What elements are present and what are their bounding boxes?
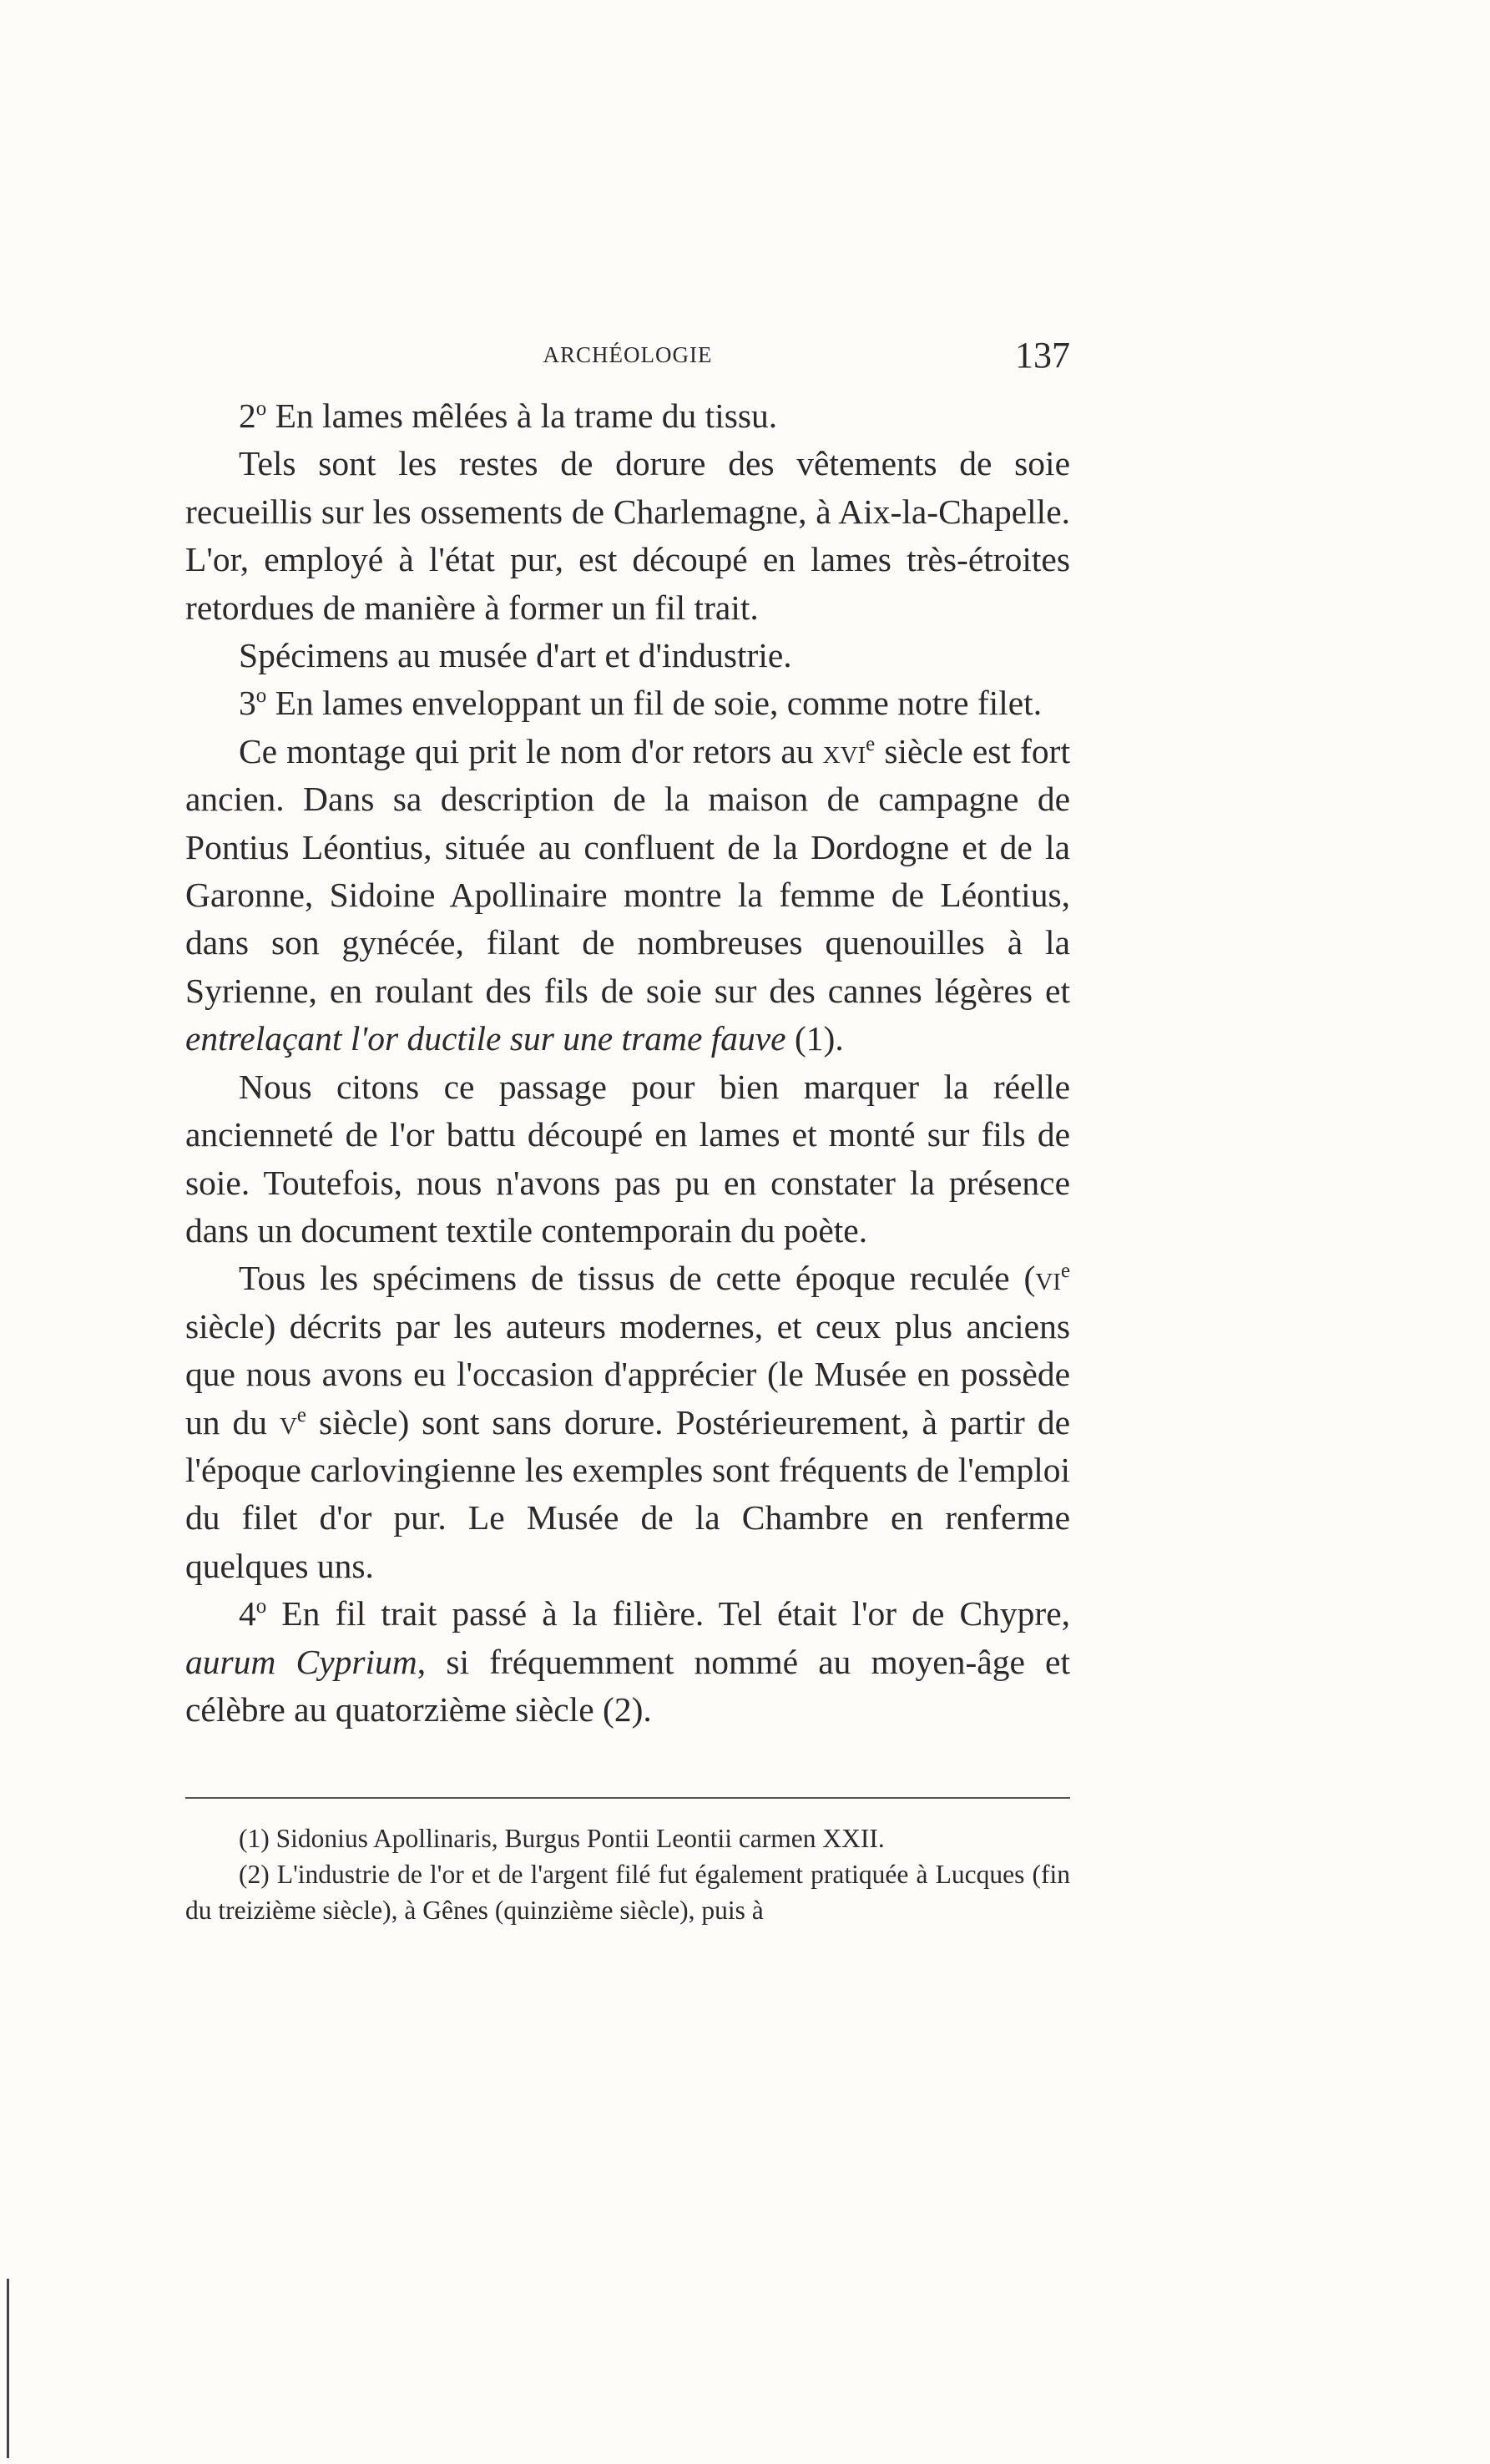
paragraph-item-2: 2$^o$ En lames mêlées à la trame du tissu. [239, 396, 778, 435]
running-title: ARCHÉOLOGIE [543, 342, 713, 367]
paragraph-citation: Nous citons ce passage pour bien marquer la réelle ancienneté de l'or battu découpé en lames et monté sur fils de soie. Toutefois, nous n'avons pas pu en constater la présence dans un document textile contemporain du poète. [185, 1067, 1070, 1250]
footnote-divider [185, 1797, 1070, 1799]
paragraph-montage: Ce montage qui prit le nom d'or retors au xvi$^e$ siècle est fort ancien. Dans sa description de la maison de campagne de Pontius Léontius, située au confluent de la Dordogne et de la Garonne, Sidoine Apollinaire montre la femme de Léontius, dans son gynécée, filant de nombreuses quenouilles à la Syrienne, en roulant des fils de soie sur des cannes légères et entrelaçant l'or ductile sur une trame fauve (1). [185, 731, 1070, 1058]
scan-edge-mark [7, 2279, 9, 2458]
paragraph-specimens: Spécimens au musée d'art et d'industrie. [239, 636, 792, 675]
paragraph-specimens-tissus: Tous les spécimens de tissus de cette époque reculée ($vi^e$ siècle) décrits par les auteurs modernes, et ceux plus anciens que nous avons eu l'occasion d'apprécier (le Musée en possède un du $v^e$ siècle) sont sans dorure. Postérieurement, à partir de l'époque carlovingienne les exemples sont fréquents de l'emploi du filet d'or pur. Le Musée de la Chambre en renferme quelques uns. [185, 1259, 1070, 1585]
running-head [185, 334, 1070, 392]
document-page [185, 334, 1070, 1928]
body-text [185, 392, 1070, 1734]
paragraph-dorure: Tels sont les restes de dorure des vêtements de soie recueillis sur les ossements de Charlemagne, à Aix-la-Chapelle. L'or, employé à l'état pur, est découpé en lames très-étroites retordues de manière à former un fil trait. [185, 444, 1070, 627]
paragraph-item-4: 4$^o$ En fil trait passé à la filière. Tel était l'or de Chypre, aurum Cyprium, si fréquemment nommé au moyen-âge et célèbre au quatorzième siècle (2). [185, 1594, 1070, 1729]
page-number: 137 [1015, 335, 1070, 376]
footnote-2: (2) L'industrie de l'or et de l'argent filé fut également pratiquée à Lucques (fin du treizième siècle), à Gênes (quinzième siècle), puis à [185, 1860, 1070, 1926]
footnotes [185, 1820, 1070, 1928]
paragraph-item-3: 3$^o$ En lames enveloppant un fil de soie, comme notre filet. [239, 684, 1043, 723]
footnote-1: (1) Sidonius Apollinaris, Burgus Pontii Leontii carmen XXII. [239, 1824, 885, 1854]
